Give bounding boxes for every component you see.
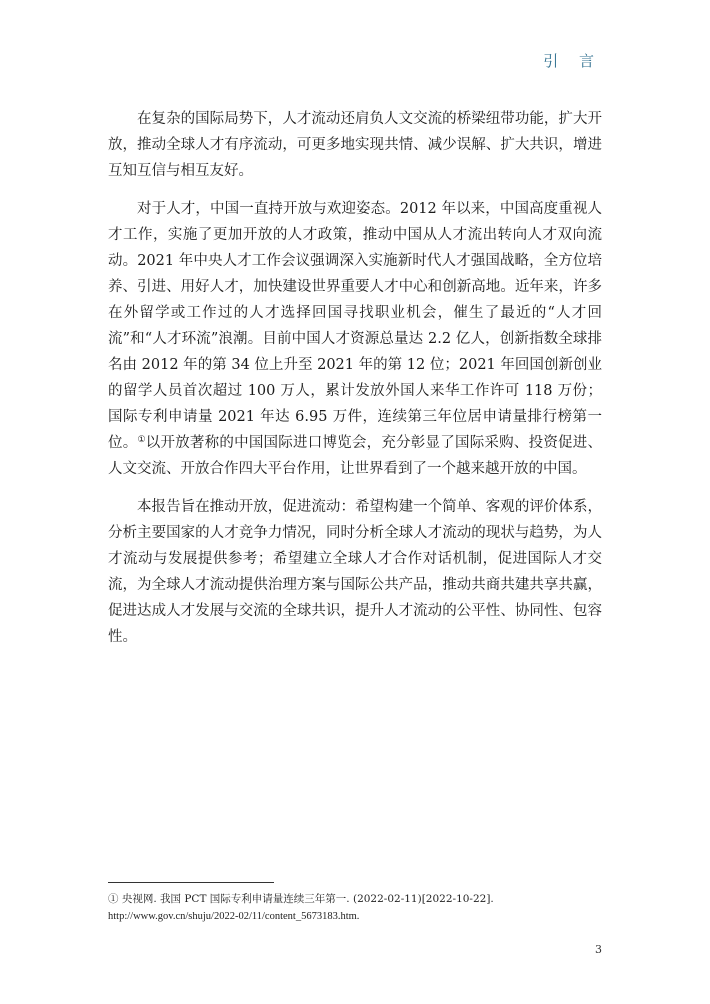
- footnote-marker: ①: [108, 893, 119, 905]
- running-head: 引 言: [543, 52, 602, 70]
- footnote-citation: 央视网. 我国 PCT 国际专利申请量连续三年第一. (2022-02-11)[2022-10-22].: [121, 893, 494, 905]
- footnote: [108, 891, 602, 925]
- paragraph-1: 在复杂的国际局势下，人才流动还肩负人文交流的桥梁纽带功能，扩大开放，推动全球人才有序流动，可更多地实现共情、减少误解、扩大共识，增进互知互信与相互友好。: [108, 111, 602, 179]
- paragraph-2-text-a: 对于人才，中国一直持开放与欢迎姿态。2012 年以来，中国高度重视人才工作，实施了更加开放的人才政策，推动中国从人才流出转向人才双向流动。2021 年中央人才工作会议强调深入实施新时代人才强国战略，全方位培养、引进、用好人才，加快建设世界重要人才中心和创新高地。近年来，许多在外留学或工作过的人才选择回国寻找职业机会，催生了最近的“人才回流”和“人才环流”浪潮。目前中国人才资源总量达 2.2 亿人，创新指数全球排名由 2012 年的第 34 位上升至 2021 年的第 12 位；2021 年回国创新创业的留学人员首次超过 100 万人，累计发放外国人来华工作许可 118 万份；国际专利申请量 2021 年达 6.95 万件，连续第三年位居申请量排行榜第一位。: [108, 201, 602, 451]
- footnote-reference[interactable]: ①: [137, 435, 146, 445]
- paragraph-3: 本报告旨在推动开放，促进流动：希望构建一个简单、客观的评价体系，分析主要国家的人才竞争力情况，同时分析全球人才流动的现状与趋势，为人才流动与发展提供参考；希望建立全球人才合作对话机制，促进国际人才交流，为全球人才流动提供治理方案与国际公共产品，推动共商共建共享共赢，促进达成人才发展与交流的全球共识，提升人才流动的公平性、协同性、包容性。: [108, 499, 602, 645]
- footnote-divider: [108, 882, 274, 883]
- paragraph-2-text-b: 以开放著称的中国国际进口博览会，充分彰显了国际采购、投资促进、人文交流、开放合作四大平台作用，让世界看到了一个越来越开放的中国。: [108, 435, 602, 477]
- body-text: [108, 106, 602, 650]
- paragraph-2: [108, 196, 602, 482]
- footnote-line-1: [108, 891, 602, 908]
- footnote-url-link[interactable]: http://www.gov.cn/shuju/2022-02/11/content_5673183.htm.: [108, 911, 360, 922]
- page-number: 3: [595, 943, 602, 956]
